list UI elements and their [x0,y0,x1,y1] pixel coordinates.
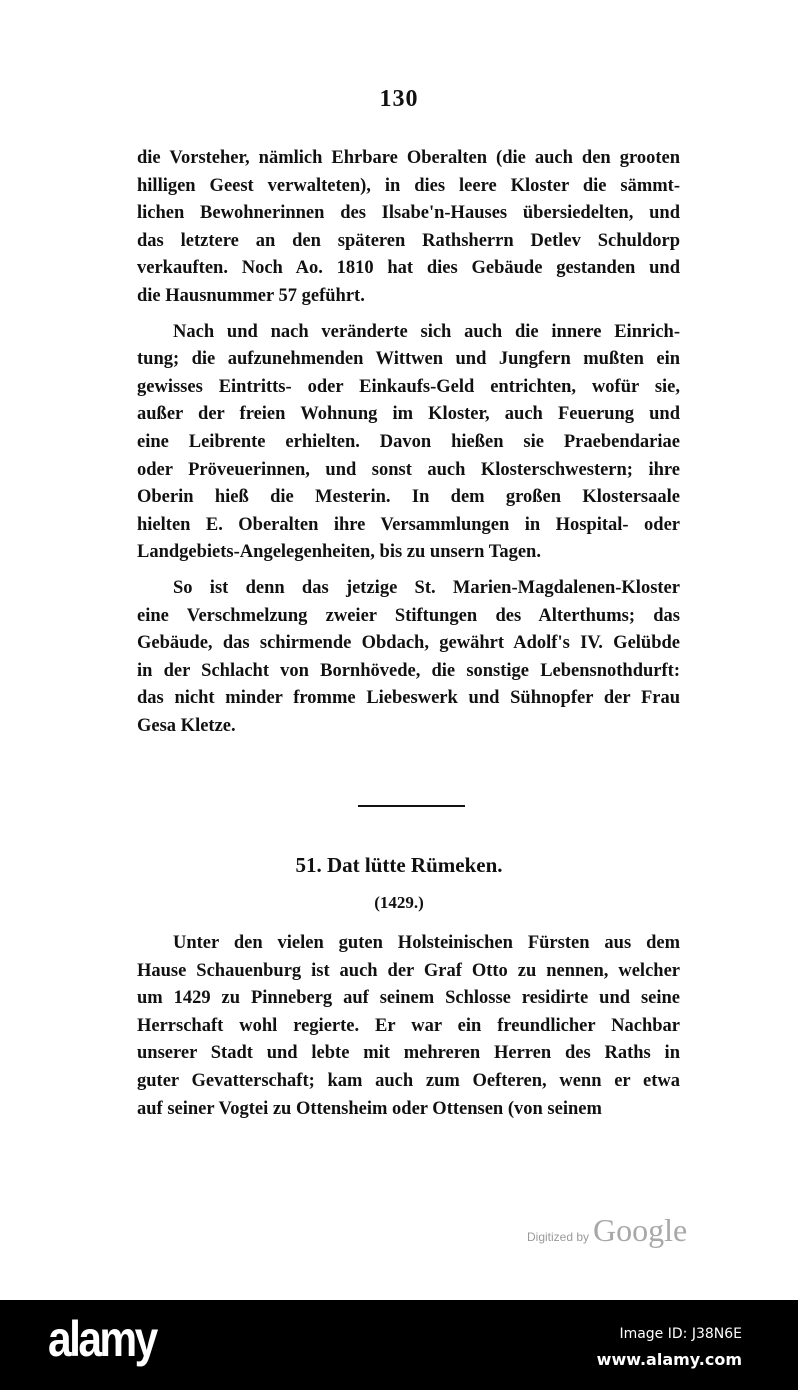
google-logo: Google [593,1212,688,1248]
section-text [137,930,680,1123]
text-line: das letztere an den späteren Rathsherrn Detlev Schuldorp [137,230,680,251]
digitized-by-label: Digitized by [527,1230,590,1244]
text-line: hilligen Geest verwalteten), in dies leere Kloster die sämmt- [137,175,680,196]
google-watermark [527,1212,687,1249]
text-line: Hause Schauenburg ist auch der Graf Otto zu nennen, welcher [137,960,680,981]
text-line: um 1429 zu Pinneberg auf seinem Schlosse residirte und seine [137,988,680,1009]
alamy-url: www.alamy.com [596,1350,742,1369]
text-line: eine Leibrente erhielten. Davon hießen sie Praebendariae [137,431,680,452]
text-line: tung; die aufzunehmenden Wittwen und Jungfern mußten ein [137,349,680,370]
text-line: Gebäude, das schirmende Obdach, gewährt Adolf's IV. Gelübde [137,633,680,654]
text-line: die Vorsteher, nämlich Ehrbare Oberalten (die auch den grooten [137,148,680,168]
text-line: verkauften. Noch Ao. 1810 hat dies Gebäude gestanden und [137,258,680,279]
paragraph [137,145,680,311]
text-line: außer der freien Wohnung im Kloster, auch Feuerung und [137,404,680,425]
text-line: eine Verschmelzung zweier Stiftungen des Alterthums; das [137,605,680,626]
body-text [137,145,680,740]
text-line: Oberin hieß die Mesterin. In dem großen Klostersaale [137,487,680,508]
text-line: unserer Stadt und lebte mit mehreren Herren des Raths in [137,1043,680,1064]
text-line: oder Pröveuerinnen, und sonst auch Klosterschwestern; ihre [137,459,680,480]
image-id: Image ID: J38N6E [619,1326,742,1342]
text-line: So ist denn das jetzige St. Marien-Magdalenen-Kloster [173,577,680,598]
text-line: Landgebiets-Angelegenheiten, bis zu unsern Tagen. [137,542,541,563]
text-line: die Hausnummer 57 geführt. [137,285,365,306]
paragraph [137,575,680,741]
text-line: hielten E. Oberalten ihre Versammlungen in Hospital- oder [137,514,680,535]
text-line: Gesa Kletze. [137,715,236,736]
text-line: lichen Bewohnerinnen des Ilsabe'n-Hauses übersiedelten, und [137,203,680,224]
alamy-footer [0,1300,798,1390]
text-line: Unter den vielen guten Holsteinischen Fürsten aus dem [173,933,680,953]
text-line: gewisses Eintritts- oder Einkaufs-Geld entrichten, wofür sie, [137,376,680,397]
alamy-logo: alamy [48,1311,156,1367]
page-number: 130 [379,86,419,112]
section-year: (1429.) [374,893,424,912]
text-line: Herrschaft wohl regierte. Er war ein freundlicher Nachbar [137,1015,680,1036]
text-line: auf seiner Vogtei zu Ottensheim oder Ottensen (von seinem [137,1098,602,1119]
text-line: guter Gevatterschaft; kam auch zum Oefteren, wenn er etwa [137,1070,680,1091]
text-line: in der Schlacht von Bornhövede, die sonstige Lebensnothdurft: [137,660,680,681]
text-line: das nicht minder fromme Liebeswerk und Sühnopfer der Frau [137,688,680,709]
paragraph [137,319,680,567]
section-title: 51. Dat lütte Rümeken. [295,853,503,877]
text-line: Nach und nach veränderte sich auch die innere Einrich- [173,321,680,342]
section-divider [358,805,465,807]
